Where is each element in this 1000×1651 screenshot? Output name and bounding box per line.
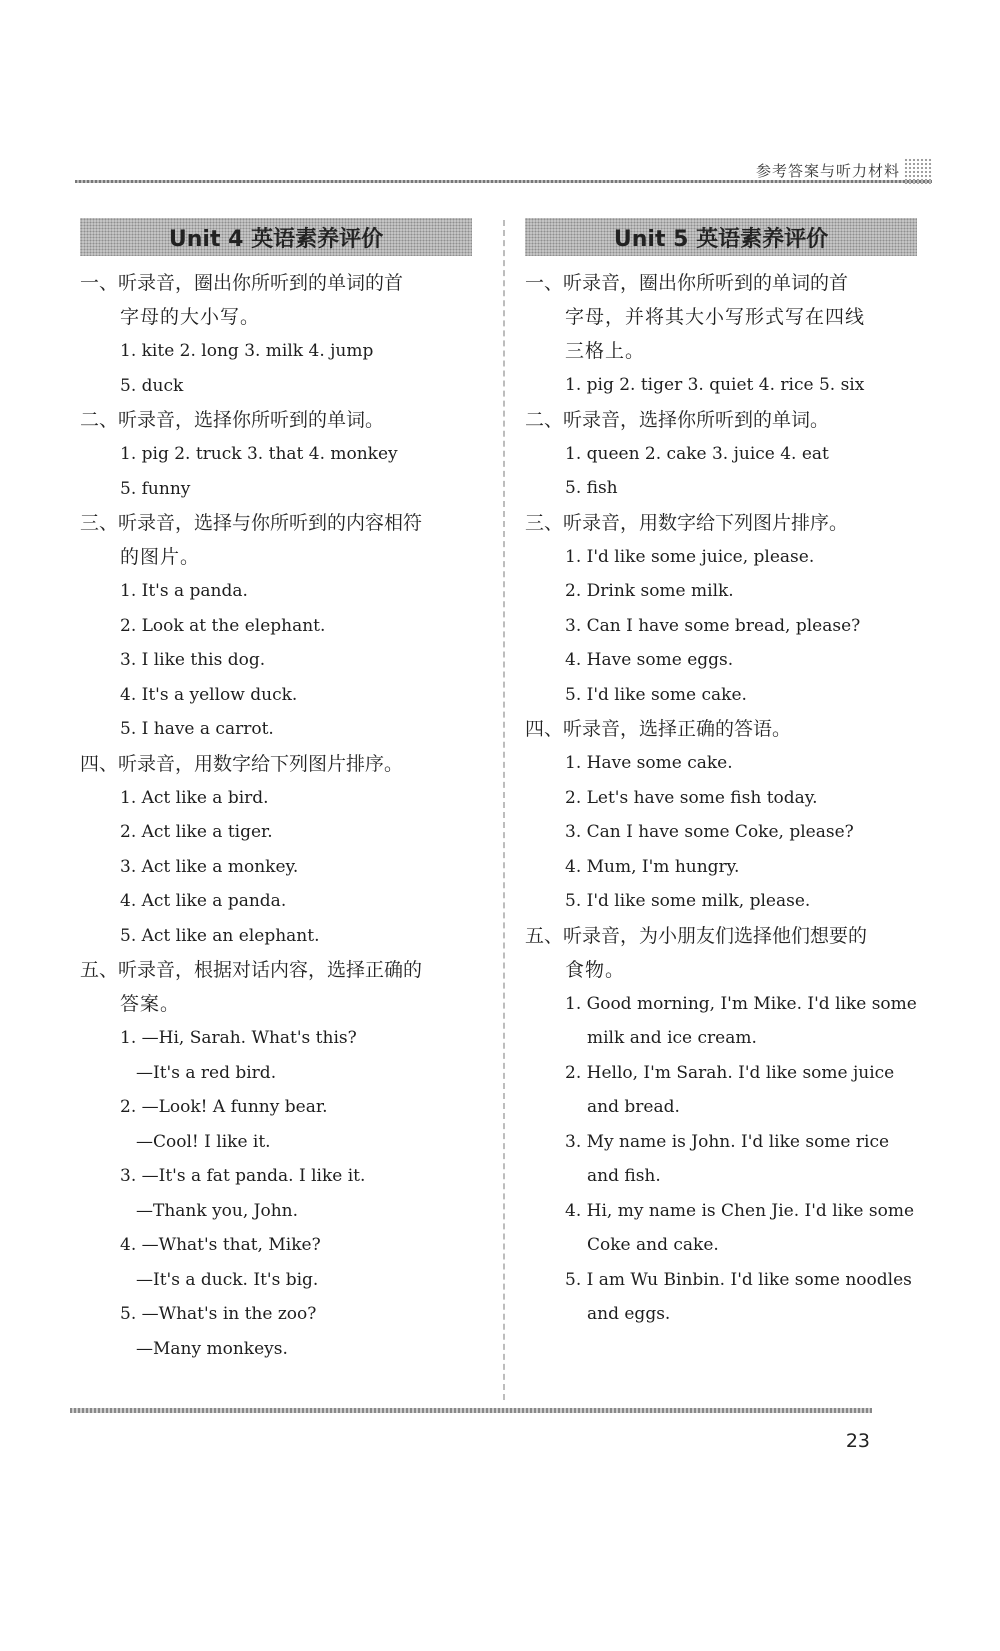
u4-section-5 (80, 953, 480, 1366)
section-title: 听录音，选择你所听到的单词。 (563, 408, 830, 431)
paragraph-cont: Coke and cake. (587, 1235, 719, 1255)
dialogue-reply: —Many monkeys. (136, 1338, 288, 1359)
paragraph-line: 4. Hi, my name is Chen Jie. I'd like some (565, 1200, 914, 1221)
section-title: 听录音，选择正确的答语。 (563, 718, 792, 740)
dialogue-line: 4. —What's that, Mike? (120, 1235, 321, 1255)
u4-section-4 (80, 747, 480, 954)
section-title: 听录音，选择你所听到的单词。 (118, 409, 385, 431)
section-title: 听录音，为小朋友们选择他们想要的 (563, 924, 868, 947)
list-item: 3. Can I have some Coke, please? (565, 822, 854, 842)
list-item: 1. It's a panda. (120, 581, 248, 601)
u4-section-3 (80, 506, 480, 747)
list-item: 2. Act like a tiger. (120, 822, 273, 842)
u5-section-4 (525, 712, 925, 919)
section-title-cont: 三格上。 (565, 340, 646, 362)
section-title: 听录音，根据对话内容，选择正确的 (118, 959, 423, 981)
section-number: 一、 (525, 272, 564, 294)
list-item: 5. Act like an elephant. (120, 925, 320, 946)
list-item: 1. queen 2. cake 3. juice 4. eat (565, 443, 829, 464)
running-header: 参考答案与听力材料 (755, 162, 900, 180)
paragraph-line: 1. Good morning, I'm Mike. I'd like some (565, 993, 917, 1014)
list-item: 3. Can I have some bread, please? (565, 615, 861, 636)
u5-section-1 (525, 266, 925, 403)
paragraph-line: 3. My name is John. I'd like some rice (565, 1131, 890, 1152)
section-number: 一、 (80, 272, 119, 294)
left-column (80, 218, 480, 1366)
list-item: 1. I'd like some juice, please. (565, 546, 815, 567)
section-title-cont: 字母，并将其大小写形式写在四线 (565, 306, 866, 328)
list-item: 3. Act like a monkey. (120, 856, 299, 877)
footer-rule (70, 1408, 872, 1413)
u5-section-2 (525, 403, 925, 506)
right-column (525, 218, 925, 1332)
list-item: 1. kite 2. long 3. milk 4. jump (120, 341, 374, 361)
dialogue-reply: —Thank you, John. (136, 1200, 299, 1221)
section-title: 听录音，用数字给下列图片排序。 (118, 752, 404, 775)
paragraph-line: 5. I am Wu Binbin. I'd like some noodles (565, 1269, 912, 1290)
section-title-cont: 食物。 (565, 958, 626, 981)
section-number: 五、 (80, 959, 119, 981)
u4-section-2 (80, 403, 480, 506)
list-item: 4. Have some eggs. (565, 650, 734, 670)
u4-section-1 (80, 266, 480, 403)
unit-5-banner (525, 218, 917, 256)
paragraph-cont: and eggs. (587, 1304, 671, 1324)
paragraph-cont: and fish. (587, 1166, 661, 1186)
section-title-cont: 的图片。 (120, 546, 201, 568)
unit-4-banner (80, 218, 472, 256)
section-number: 二、 (80, 409, 119, 431)
paragraph-cont: and bread. (587, 1097, 680, 1117)
section-title: 听录音，圈出你所听到的单词的首 (118, 272, 404, 294)
dialogue-line: 3. —It's a fat panda. I like it. (120, 1166, 366, 1186)
dialogue-line: 1. —Hi, Sarah. What's this? (120, 1028, 357, 1048)
list-item: 1. Have some cake. (565, 753, 733, 773)
list-item: 5. I'd like some cake. (565, 684, 747, 705)
list-item: 1. Act like a bird. (120, 787, 269, 808)
list-item: 5. fish (565, 478, 618, 498)
list-item: 5. I'd like some milk, please. (565, 891, 811, 911)
list-item: 5. funny (120, 478, 191, 499)
dialogue-reply: —It's a duck. It's big. (136, 1269, 319, 1290)
section-title-cont: 字母的大小写。 (120, 306, 261, 328)
page-number: 23 (845, 1430, 870, 1452)
list-item: 5. duck (120, 375, 184, 396)
dialogue-reply: —It's a red bird. (136, 1062, 277, 1083)
unit-4-title: Unit 4 英语素养评价 (168, 226, 384, 252)
list-item: 1. pig 2. truck 3. that 4. monkey (120, 444, 398, 464)
header-rule (75, 180, 932, 183)
list-item: 3. I like this dog. (120, 650, 266, 670)
list-item: 1. pig 2. tiger 3. quiet 4. rice 5. six (565, 375, 865, 395)
list-item: 4. Act like a panda. (120, 891, 287, 911)
section-number: 四、 (525, 718, 564, 740)
section-number: 四、 (80, 752, 119, 775)
list-item: 2. Drink some milk. (565, 581, 734, 601)
section-title-cont: 答案。 (120, 993, 181, 1015)
dialogue-line: 5. —What's in the zoo? (120, 1304, 317, 1324)
section-number: 三、 (80, 512, 119, 534)
section-number: 二、 (525, 408, 564, 431)
list-item: 2. Look at the elephant. (120, 615, 326, 636)
unit-5-title: Unit 5 英语素养评价 (613, 226, 829, 252)
section-number: 五、 (525, 924, 564, 947)
column-divider (503, 220, 505, 1400)
u5-section-5 (525, 919, 925, 1332)
paragraph-line: 2. Hello, I'm Sarah. I'd like some juice (565, 1062, 895, 1083)
paragraph-cont: milk and ice cream. (587, 1028, 757, 1048)
section-number: 三、 (525, 511, 564, 534)
dialogue-reply: —Cool! I like it. (136, 1131, 271, 1152)
section-title: 听录音，用数字给下列图片排序。 (563, 511, 849, 534)
list-item: 2. Let's have some fish today. (565, 787, 818, 808)
list-item: 4. It's a yellow duck. (120, 684, 298, 705)
section-title: 听录音，选择与你所听到的内容相符 (118, 512, 423, 534)
u5-section-3 (525, 506, 925, 713)
section-title: 听录音，圈出你所听到的单词的首 (563, 272, 849, 294)
list-item: 5. I have a carrot. (120, 719, 274, 739)
dialogue-line: 2. —Look! A funny bear. (120, 1097, 328, 1117)
list-item: 4. Mum, I'm hungry. (565, 856, 740, 877)
